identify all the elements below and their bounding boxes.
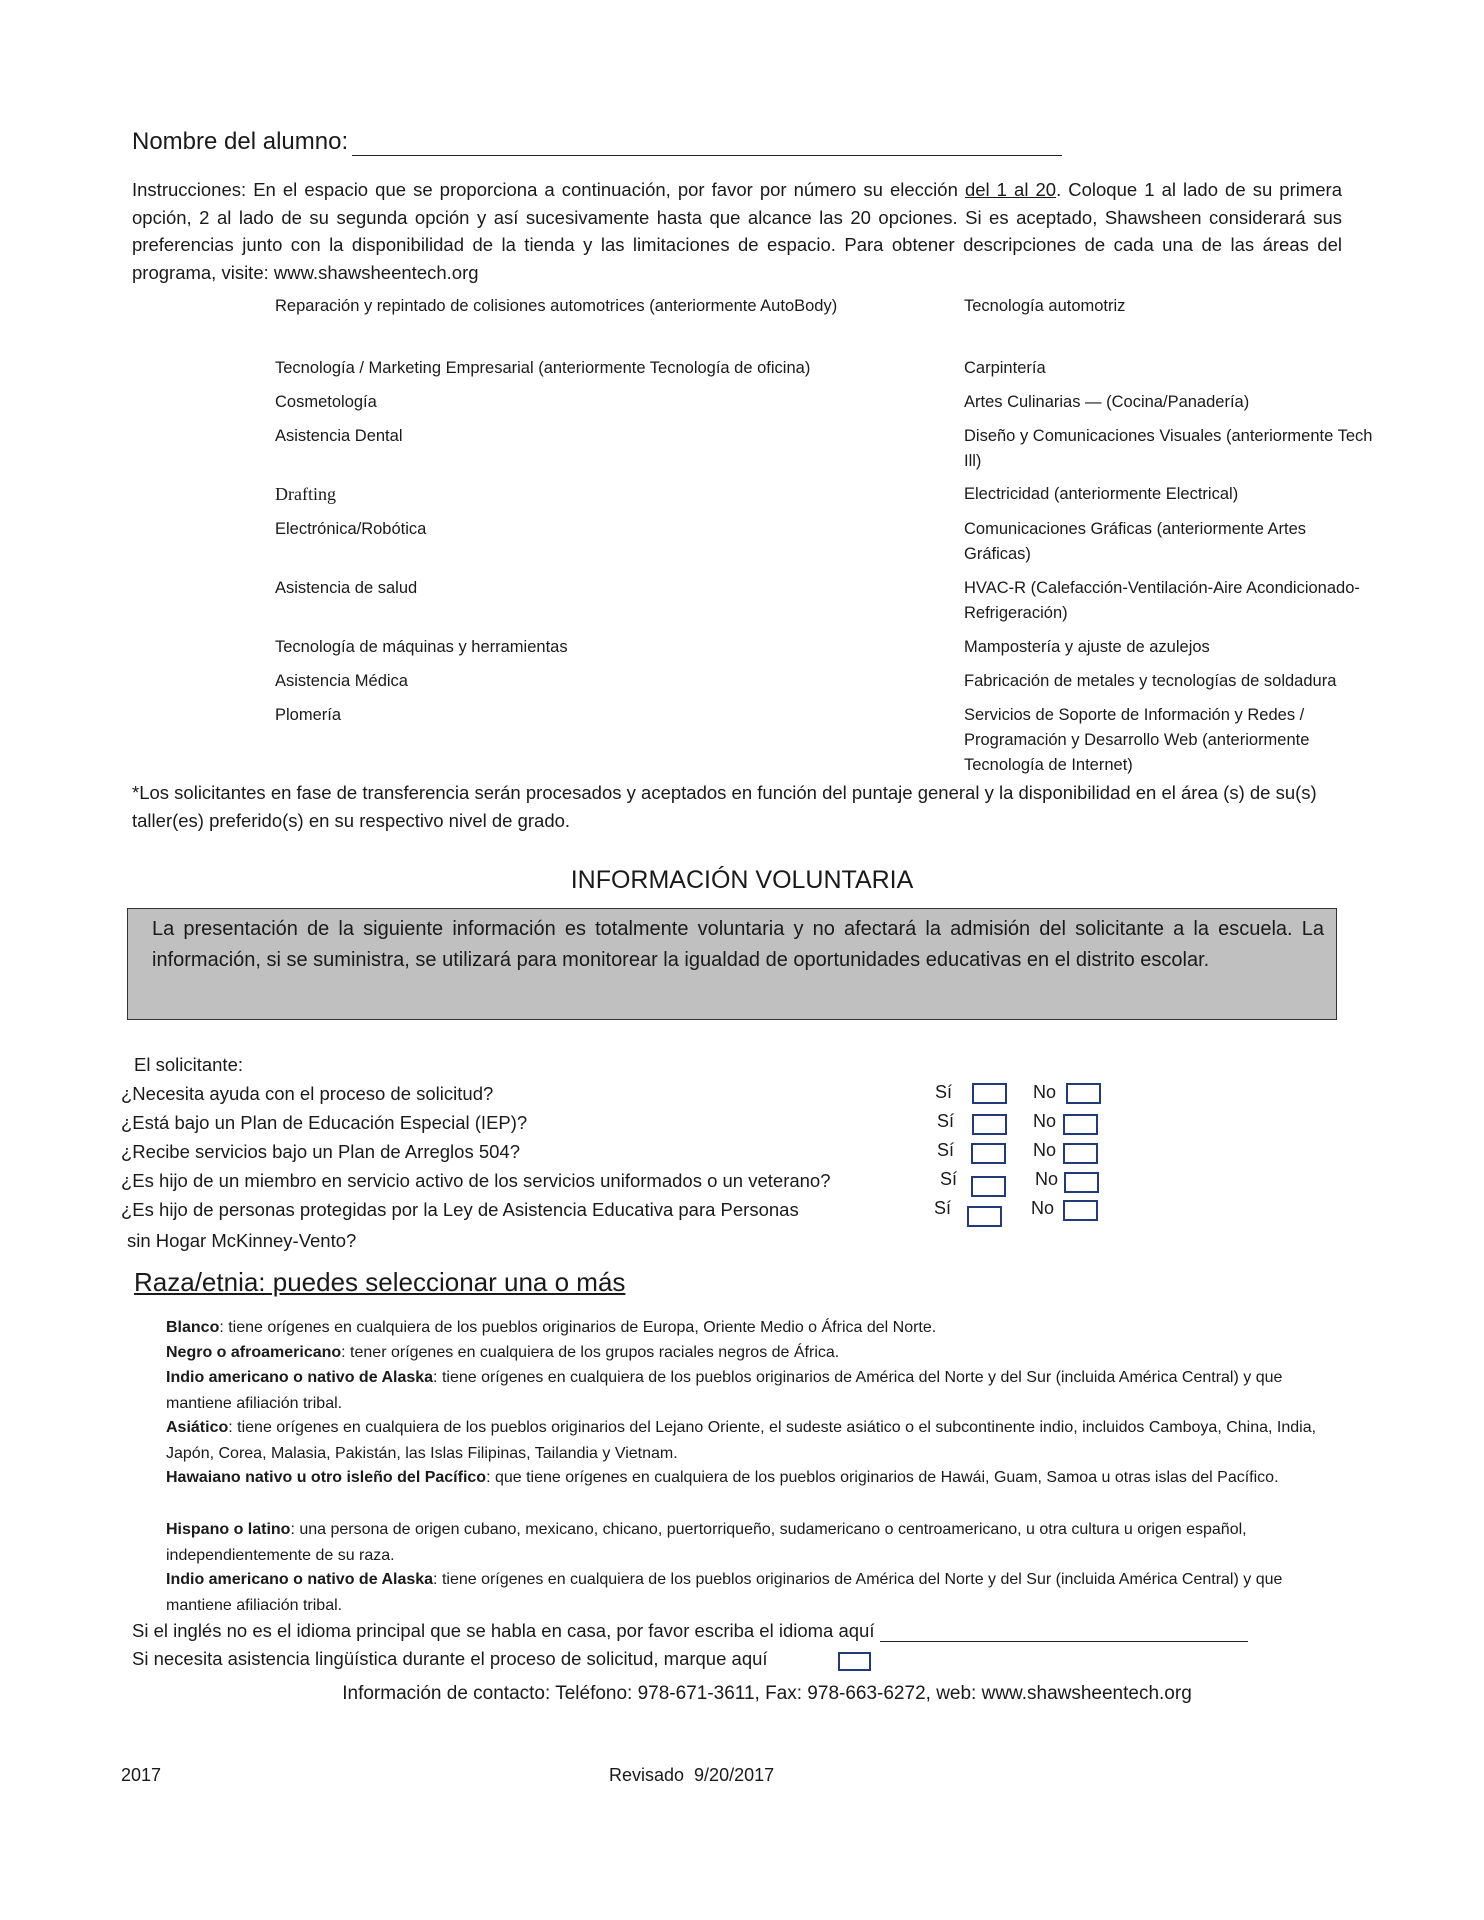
race-term: Asiático <box>166 1419 229 1436</box>
program-item: Tecnología automotriz <box>964 297 1126 315</box>
question-4-yes-checkbox[interactable] <box>971 1176 1006 1197</box>
question-5: ¿Es hijo de personas protegidas por la Ley de Asistencia Educativa para Personas <box>121 1199 799 1220</box>
race-term: Blanco <box>166 1319 220 1336</box>
question-5-no-checkbox[interactable] <box>1063 1200 1098 1221</box>
question-3-yes-checkbox[interactable] <box>971 1143 1006 1164</box>
program-item: Servicios de Soporte de Información y Redes / Programación y Desarrollo Web (anteriormente Tecnología de Internet) <box>964 706 1310 774</box>
program-item: Reparación y repintado de colisiones automotrices (anteriormente AutoBody) <box>275 297 838 315</box>
race-desc: : tiene orígenes en cualquiera de los pueblos originarios del Lejano Oriente, el sudeste asiático o el subcontinente indio, incluidos Camboya, China, India, Japón, Corea, Malasia, Pakistán, las Islas Filipinas, Tailandia y Vietnam. <box>166 1419 1317 1462</box>
question-1: ¿Necesita ayuda con el proceso de solicitud? <box>121 1083 494 1104</box>
race-item <box>166 1465 1346 1491</box>
program-item: Carpintería <box>964 359 1046 377</box>
question-2: ¿Está bajo un Plan de Educación Especial (IEP)? <box>121 1112 528 1133</box>
yes-label: Sí <box>940 1169 958 1189</box>
program-item: Fabricación de metales y tecnologías de soldadura <box>964 672 1337 690</box>
no-label: No <box>1033 1082 1057 1102</box>
footer-revised: Revisado 9/20/2017 <box>609 1765 775 1785</box>
race-title: Raza/etnia: puedes seleccionar una o más <box>134 1267 626 1297</box>
race-term: Indio americano o nativo de Alaska <box>166 1369 434 1386</box>
student-name-field[interactable] <box>352 129 1062 156</box>
instructions <box>132 176 1342 286</box>
yes-label: Sí <box>937 1111 955 1131</box>
instructions-range: del 1 al 20 <box>964 179 1057 200</box>
question-3: ¿Recibe servicios bajo un Plan de Arreglos 504? <box>121 1141 521 1162</box>
program-item: Electricidad (anteriormente Electrical) <box>964 485 1239 503</box>
question-1-no-checkbox[interactable] <box>1066 1083 1101 1104</box>
race-desc: : una persona de origen cubano, mexicano, chicano, puertorriqueño, sudamericano o centroamericano, u otra cultura u origen español, independientemente de su raza. <box>166 1521 1247 1564</box>
question-2-yes-checkbox[interactable] <box>972 1114 1007 1135</box>
program-item: Electrónica/Robótica <box>275 520 427 538</box>
no-label: No <box>1035 1169 1059 1189</box>
no-label: No <box>1031 1198 1055 1218</box>
program-item: Asistencia de salud <box>275 579 418 597</box>
question-3-no-checkbox[interactable] <box>1063 1143 1098 1164</box>
question-5-continued: sin Hogar McKinney-Vento? <box>127 1230 357 1251</box>
race-term: Hawaiano nativo u otro isleño del Pacífico <box>166 1469 487 1486</box>
race-term: Indio americano o nativo de Alaska <box>166 1571 434 1588</box>
question-4-no-checkbox[interactable] <box>1064 1172 1099 1193</box>
race-desc: : tiene orígenes en cualquiera de los pueblos originarios de América del Norte y del Sur (incluida América Central) y que mantiene afiliación tribal. <box>166 1571 1283 1614</box>
race-desc: : que tiene orígenes en cualquiera de los pueblos originarios de Hawái, Guam, Samoa u otras islas del Pacífico. <box>486 1469 1279 1486</box>
question-1-yes-checkbox[interactable] <box>972 1083 1007 1104</box>
race-item <box>166 1365 1346 1416</box>
question-4: ¿Es hijo de un miembro en servicio activo de los servicios uniformados o un veterano? <box>121 1170 831 1191</box>
race-item <box>166 1415 1346 1466</box>
program-item: Asistencia Médica <box>275 672 408 690</box>
applicant-label: El solicitante: <box>134 1054 243 1075</box>
yes-label: Sí <box>935 1082 953 1102</box>
race-item <box>166 1517 1346 1568</box>
voluntary-notice-box: La presentación de la siguiente información es totalmente voluntaria y no afectará la admisión del solicitante a la escuela. La información, si se suministra, se utilizará para monitorear la igualdad de oportunidades educativas en el distrito escolar. <box>127 908 1337 1020</box>
voluntary-title: INFORMACIÓN VOLUNTARIA <box>570 866 914 894</box>
program-item: Comunicaciones Gráficas (anteriormente Artes Gráficas) <box>964 520 1307 563</box>
program-item: Tecnología / Marketing Empresarial (anteriormente Tecnología de oficina) <box>275 359 811 377</box>
yes-label: Sí <box>934 1198 952 1218</box>
language-assistance-checkbox[interactable] <box>838 1652 871 1671</box>
yes-label: Sí <box>937 1140 955 1160</box>
race-desc: : tiene orígenes en cualquiera de los pueblos originarios de Europa, Oriente Medio o África del Norte. <box>219 1319 937 1336</box>
no-label: No <box>1033 1111 1057 1131</box>
program-item: Plomería <box>275 706 342 724</box>
home-language-field[interactable] <box>880 1621 1248 1642</box>
student-name-label: Nombre del alumno: <box>132 128 349 155</box>
language-assistance-label: Si necesita asistencia lingüística durante el proceso de solicitud, marque aquí <box>132 1648 768 1669</box>
home-language-row <box>132 1620 1248 1642</box>
race-term: Negro o afroamericano <box>166 1344 342 1361</box>
program-item: Diseño y Comunicaciones Visuales (anteriormente Tech Ill) <box>964 427 1373 470</box>
program-item: Cosmetología <box>275 393 377 411</box>
race-desc: : tener orígenes en cualquiera de los grupos raciales negros de África. <box>341 1344 840 1361</box>
instructions-part1: Instrucciones: En el espacio que se proporciona a continuación, por favor por número su elección <box>132 179 965 200</box>
program-item: HVAC-R (Calefacción-Ventilación-Aire Acondicionado-Refrigeración) <box>964 579 1360 622</box>
race-item <box>166 1567 1346 1618</box>
program-item: Tecnología de máquinas y herramientas <box>275 638 568 656</box>
instructions-part2: . Coloque 1 al lado de su primera opción, 2 al lado de su segunda opción y así sucesivamente hasta que alcance las 20 opciones. Si es aceptado, Shawsheen considerará sus preferencias junto con la disponibilidad de la tienda y las limitaciones de espacio. Para obtener descripciones de cada una de las áreas del programa, visite: www.shawsheentech.org <box>132 179 1342 283</box>
question-2-no-checkbox[interactable] <box>1063 1114 1098 1135</box>
program-item: Drafting <box>275 484 336 504</box>
race-desc: : tiene orígenes en cualquiera de los pueblos originarios de América del Norte y del Sur (incluida América Central) y que mantiene afiliación tribal. <box>166 1369 1283 1412</box>
home-language-label: Si el inglés no es el idioma principal que se habla en casa, por favor escriba el idioma aquí <box>132 1620 875 1641</box>
program-item: Asistencia Dental <box>275 427 403 445</box>
race-item <box>166 1340 1346 1366</box>
transfer-note: *Los solicitantes en fase de transferencia serán procesados y aceptados en función del puntaje general y la disponibilidad en el área (s) de su(s) taller(es) preferido(s) en su respectivo nivel de grado. <box>132 782 1317 831</box>
contact-info: Información de contacto: Teléfono: 978-671-3611, Fax: 978-663-6272, web: www.shawsheentech.org <box>342 1683 1192 1704</box>
race-term: Hispano o latino <box>166 1521 291 1538</box>
program-item: Mampostería y ajuste de azulejos <box>964 638 1210 656</box>
student-name-row <box>132 128 1062 156</box>
footer-year: 2017 <box>121 1765 162 1785</box>
program-item: Artes Culinarias — (Cocina/Panadería) <box>964 393 1250 411</box>
race-item <box>166 1315 1346 1341</box>
no-label: No <box>1033 1140 1057 1160</box>
question-5-yes-checkbox[interactable] <box>967 1206 1002 1227</box>
